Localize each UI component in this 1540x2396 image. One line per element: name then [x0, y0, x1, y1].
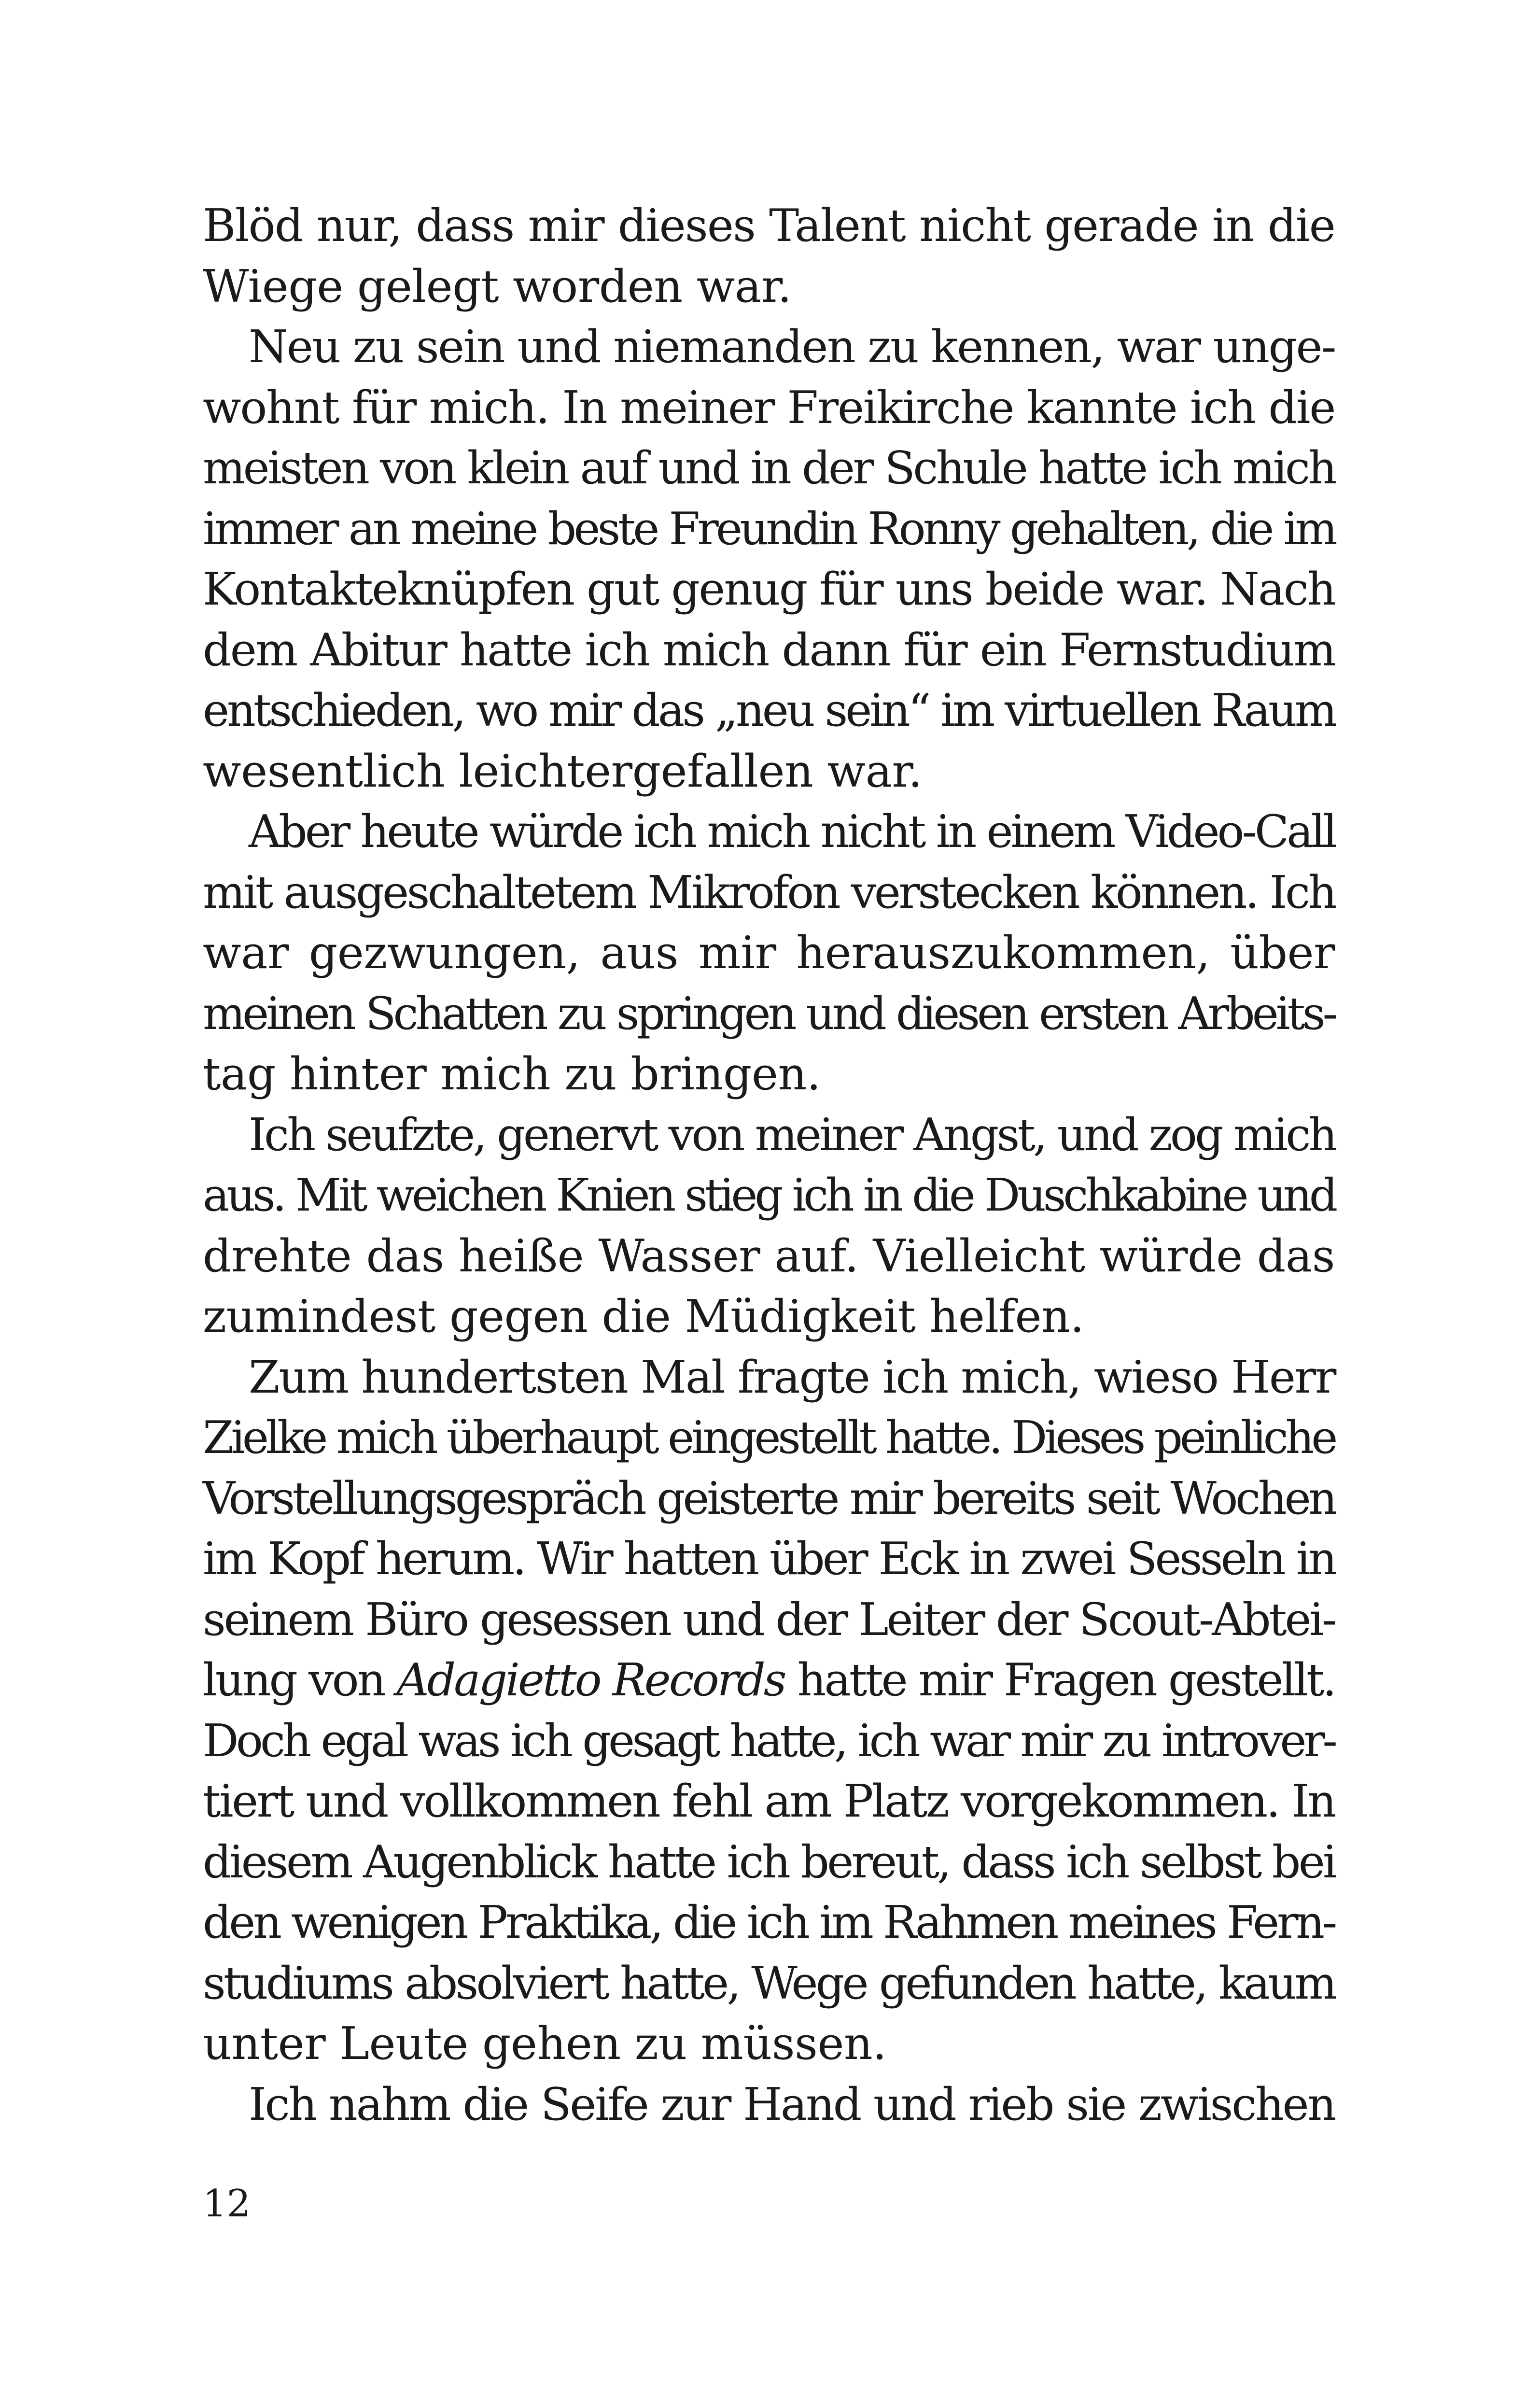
text-line: meinen Schatten zu springen und diesen ersten Arbeits-: [203, 987, 1335, 1040]
text-line: wesentlich leichtergefallen war.: [203, 745, 923, 797]
text-line: im Kopf herum. Wir hatten über Eck in zwei Sesseln in: [203, 1533, 1335, 1585]
text-line: [203, 1650, 1335, 1711]
text-line: entschieden, wo mir das „neu sein“ im virtuellen Raum: [203, 684, 1335, 736]
text-line: dem Abitur hatte ich mich dann für ein Fernstudium: [203, 623, 1335, 676]
text-line: Blöd nur, dass mir dieses Talent nicht gerade in die: [203, 199, 1335, 252]
text-line: Wiege gelegt worden war.: [203, 260, 792, 312]
text-line: zumindest gegen die Müdigkeit helfen.: [203, 1290, 1084, 1342]
text-line: Neu zu sein und niemanden zu kennen, war unge-: [249, 321, 1335, 373]
text-line: Zielke mich überhaupt eingestellt hatte. Dieses peinliche: [203, 1411, 1335, 1464]
text-line: Doch egal was ich gesagt hatte, ich war mir zu introver-: [203, 1714, 1335, 1767]
text-line: den wenigen Praktika, die ich im Rahmen meines Fern-: [203, 1896, 1335, 1948]
text-segment: lung von: [203, 1654, 397, 1706]
text-line: drehte das heiße Wasser auf. Vielleicht würde das: [203, 1229, 1335, 1282]
text-line: Ich nahm die Seife zur Hand und rieb sie zwischen: [249, 2078, 1335, 2130]
text-line: Vorstellungsgespräch geisterte mir bereits seit Wochen: [203, 1472, 1335, 1524]
text-line: tiert und vollkommen fehl am Platz vorgekommen. In: [203, 1775, 1335, 1827]
text-line: aus. Mit weichen Knien stieg ich in die Duschkabine und: [203, 1169, 1335, 1221]
body-text: [203, 196, 1335, 2135]
text-line: mit ausgeschaltetem Mikrofon verstecken können. Ich: [203, 866, 1335, 918]
text-line: seinem Büro gesessen und der Leiter der Scout-Abtei-: [203, 1593, 1335, 1646]
text-line: studiums absolviert hatte, Wege gefunden hatte, kaum: [203, 1957, 1335, 2009]
text-line: diesem Augenblick hatte ich bereut, dass ich selbst bei: [203, 1835, 1335, 1888]
page-number: 12: [203, 2182, 251, 2226]
text-line: Kontakteknüpfen gut genug für uns beide war. Nach: [203, 563, 1335, 615]
text-line: Zum hundertsten Mal fragte ich mich, wieso Herr: [249, 1351, 1336, 1403]
text-line: Ich seufzte, genervt von meiner Angst, und zog mich: [249, 1108, 1335, 1161]
text-line: tag hinter mich zu bringen.: [203, 1048, 821, 1100]
text-line: wohnt für mich. In meiner Freikirche kannte ich die: [203, 381, 1335, 434]
text-line: war gezwungen, aus mir herauszukommen, über: [203, 927, 1335, 979]
text-segment: hatte mir Fragen gestellt.: [784, 1654, 1335, 1706]
text-line: unter Leute gehen zu müssen.: [203, 2017, 887, 2070]
italic-title: Adagietto Records: [396, 1654, 785, 1706]
text-line: immer an meine beste Freundin Ronny gehalten, die im: [203, 502, 1335, 555]
text-line: meisten von klein auf und in der Schule hatte ich mich: [203, 442, 1335, 494]
text-line: Aber heute würde ich mich nicht in einem Video-Call: [249, 805, 1335, 858]
